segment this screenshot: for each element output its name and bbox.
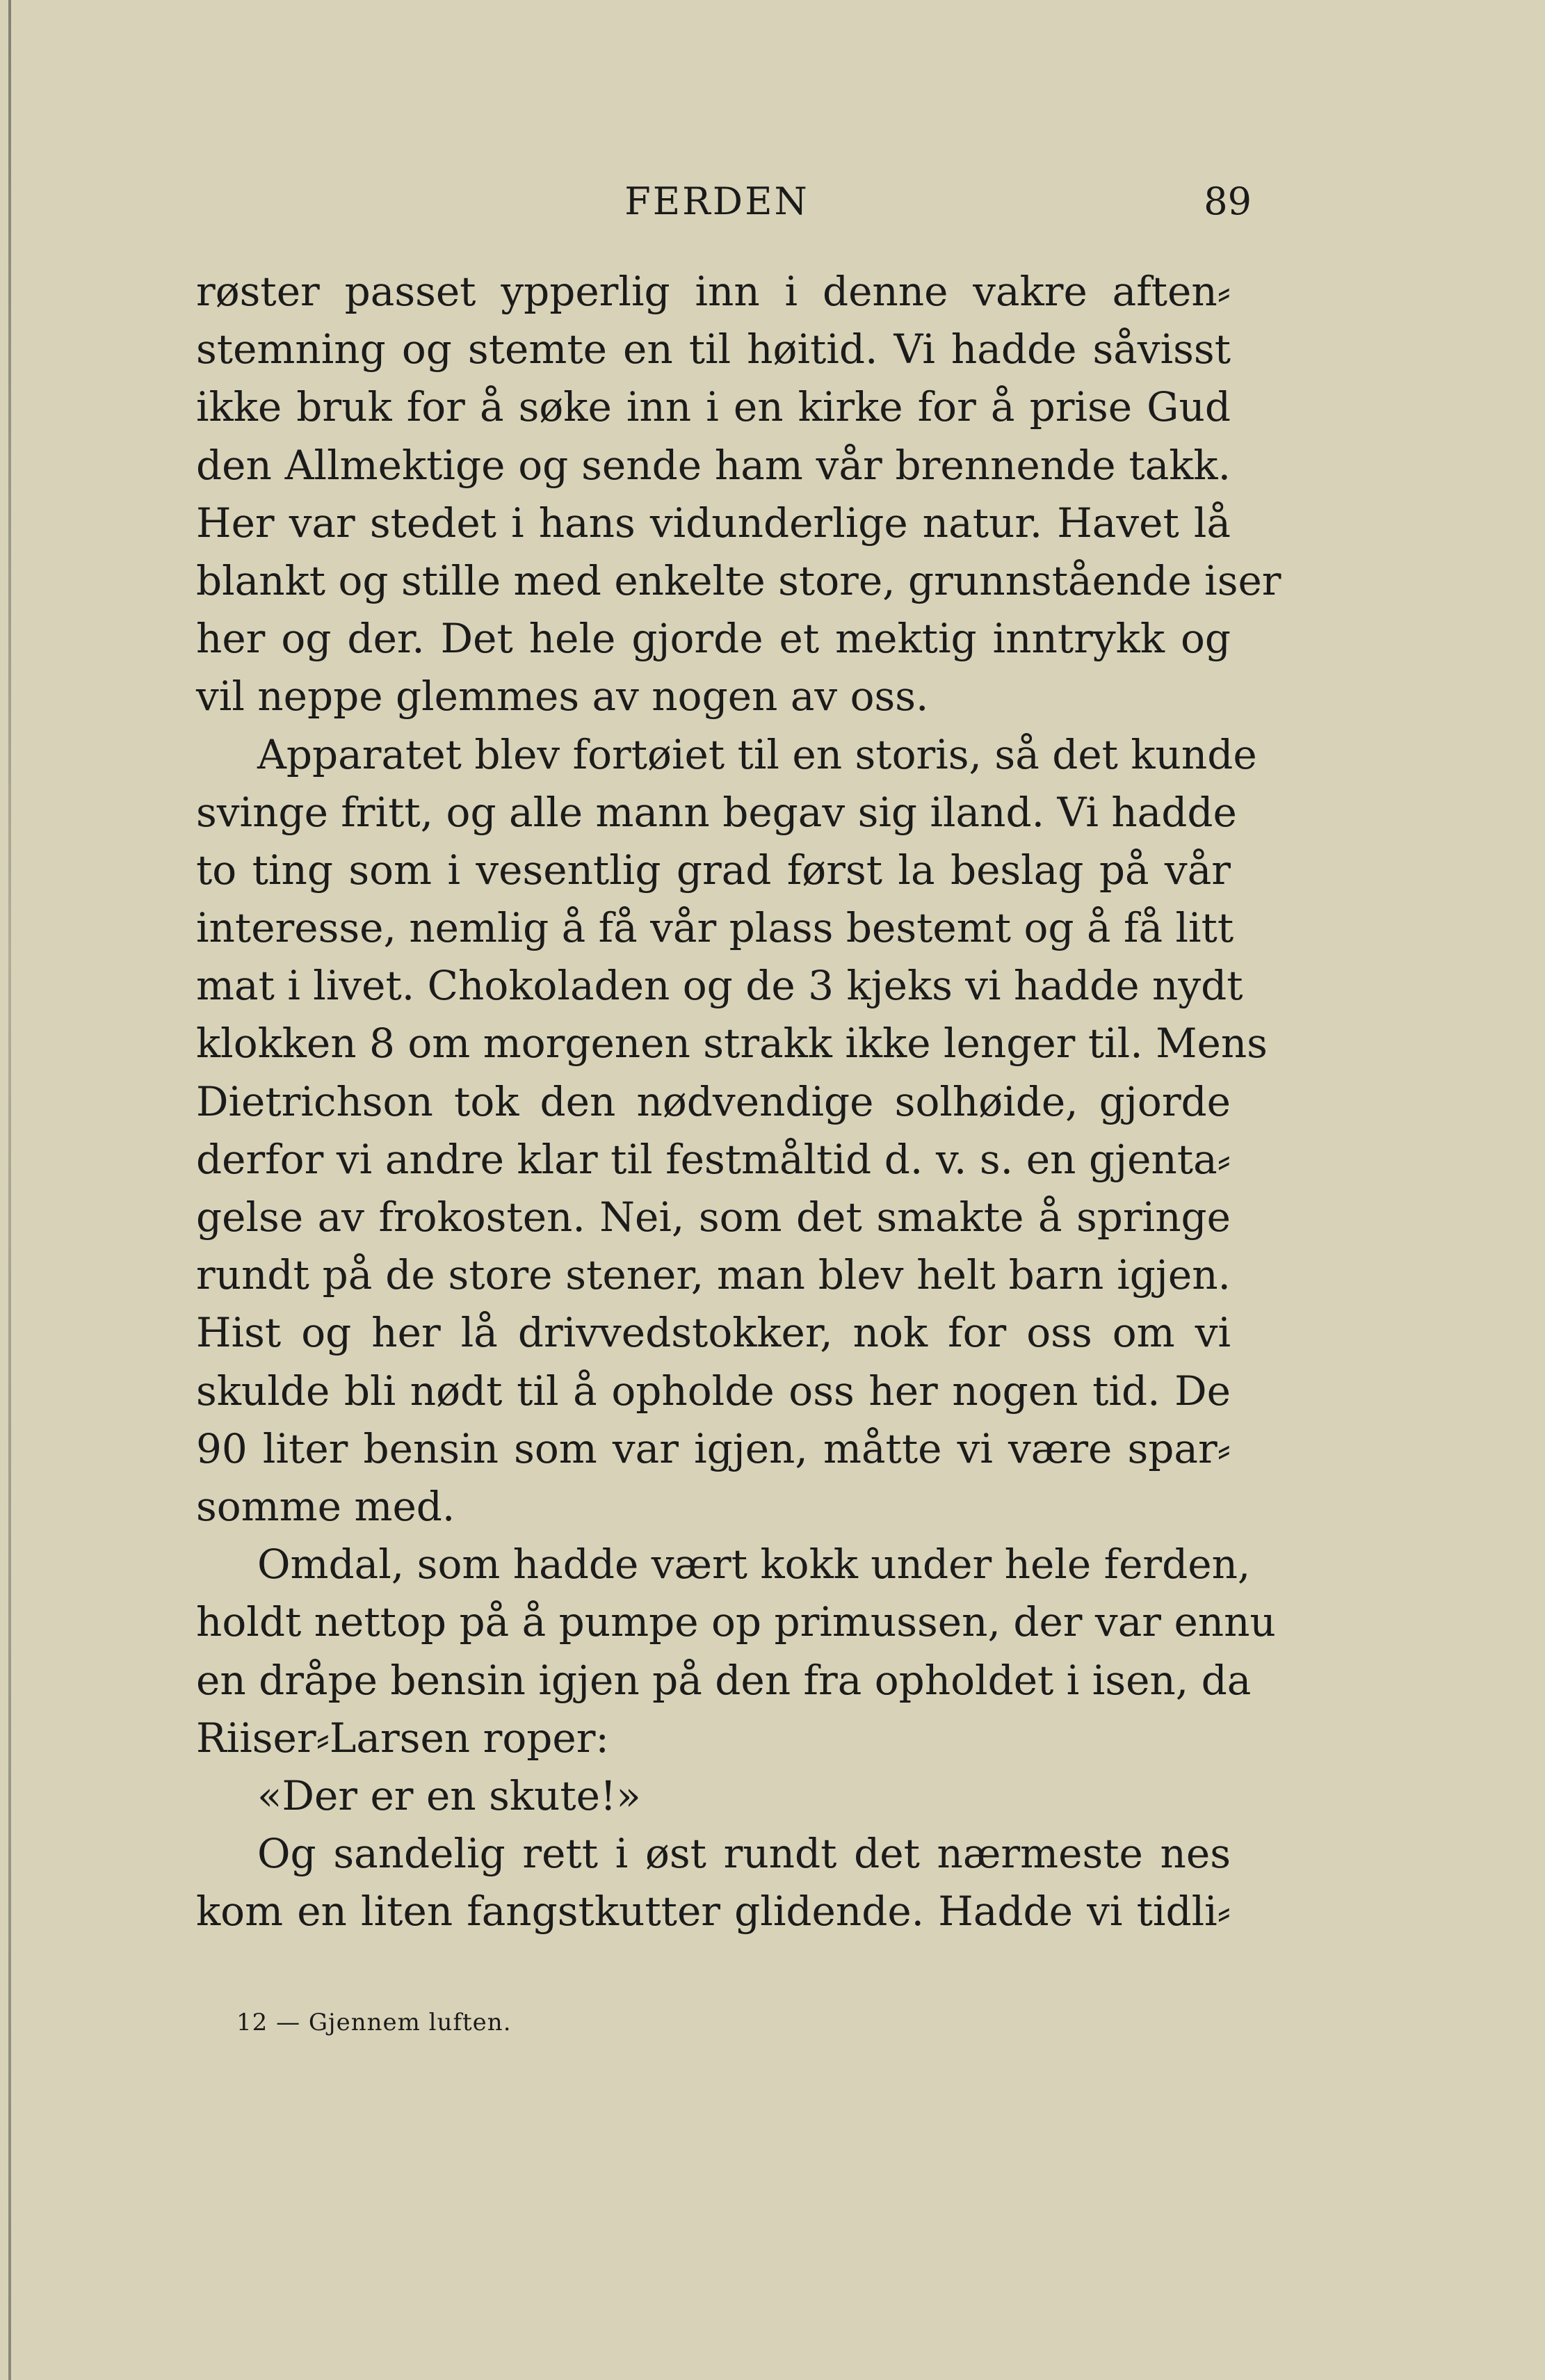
text-line: kom en liten fangstkutter glidende. Hadde vi tidli⸗ bbox=[196, 1888, 1231, 1936]
text-line: skulde bli nødt til å opholde oss her nogen tid. De bbox=[196, 1367, 1231, 1415]
text-line: Dietrichson tok den nødvendige solhøide, gjorde bbox=[196, 1077, 1231, 1125]
text-line: Riiser⸗Larsen roper: bbox=[196, 1714, 609, 1762]
text-line: Hist og her lå drivvedstokker, nok for oss om vi bbox=[196, 1309, 1231, 1357]
text-line: to ting som i vesentlig grad først la beslag på vår bbox=[196, 846, 1231, 894]
text-line: 90 liter bensin som var igjen, måtte vi være spar⸗ bbox=[196, 1424, 1231, 1472]
text-line: holdt nettop på å pumpe op primussen, der var ennu bbox=[196, 1598, 1276, 1646]
text-line: blankt og stille med enkelte store, grunnstående iser bbox=[196, 556, 1281, 604]
running-head bbox=[196, 179, 1252, 235]
text-line: vil neppe glemmes av nogen av oss. bbox=[196, 673, 929, 721]
text-line: derfor vi andre klar til festmåltid d. v. s. en gjenta⸗ bbox=[196, 1135, 1231, 1183]
text-line: interesse, nemlig å få vår plass bestemt og å få litt bbox=[196, 904, 1234, 952]
text-line: den Allmektige og sende ham vår brennende takk. bbox=[196, 441, 1231, 489]
body-text bbox=[196, 263, 1281, 1940]
page-number: 89 bbox=[1204, 179, 1252, 223]
text-line: Og sandelig rett i øst rundt det nærmeste nes bbox=[257, 1830, 1231, 1878]
text-line: røster passet ypperlig inn i denne vakre aften⸗ bbox=[196, 268, 1231, 315]
text-line: klokken 8 om morgenen strakk ikke lenger til. Mens bbox=[196, 1020, 1268, 1068]
text-line: ikke bruk for å søke inn i en kirke for å prise Gud bbox=[196, 383, 1231, 431]
page-binding-edge bbox=[8, 0, 11, 2380]
text-line: svinge fritt, og alle mann begav sig iland. Vi hadde bbox=[196, 788, 1237, 836]
chapter-title: FERDEN bbox=[624, 179, 809, 223]
text-line: en dråpe bensin igjen på den fra opholdet i isen, da bbox=[196, 1656, 1252, 1704]
printer-signature: 12 — Gjennem luften. bbox=[236, 2009, 512, 2036]
text-line: gelse av frokosten. Nei, som det smakte å springe bbox=[196, 1193, 1231, 1241]
text-line: mat i livet. Chokoladen og de 3 kjeks vi hadde nydt bbox=[196, 962, 1243, 1010]
text-line: somme med. bbox=[196, 1482, 455, 1530]
text-line: Her var stedet i hans vidunderlige natur. Havet lå bbox=[196, 499, 1231, 547]
text-line: Apparatet blev fortøiet til en storis, så det kunde bbox=[257, 730, 1257, 778]
text-line: «Der er en skute!» bbox=[257, 1771, 641, 1819]
text-line: stemning og stemte en til høitid. Vi hadde såvisst bbox=[196, 325, 1231, 373]
text-line: rundt på de store stener, man blev helt barn igjen. bbox=[196, 1251, 1231, 1299]
text-line: Omdal, som hadde vært kokk under hele ferden, bbox=[257, 1541, 1251, 1589]
text-line: her og der. Det hele gjorde et mektig inntrykk og bbox=[196, 615, 1231, 663]
